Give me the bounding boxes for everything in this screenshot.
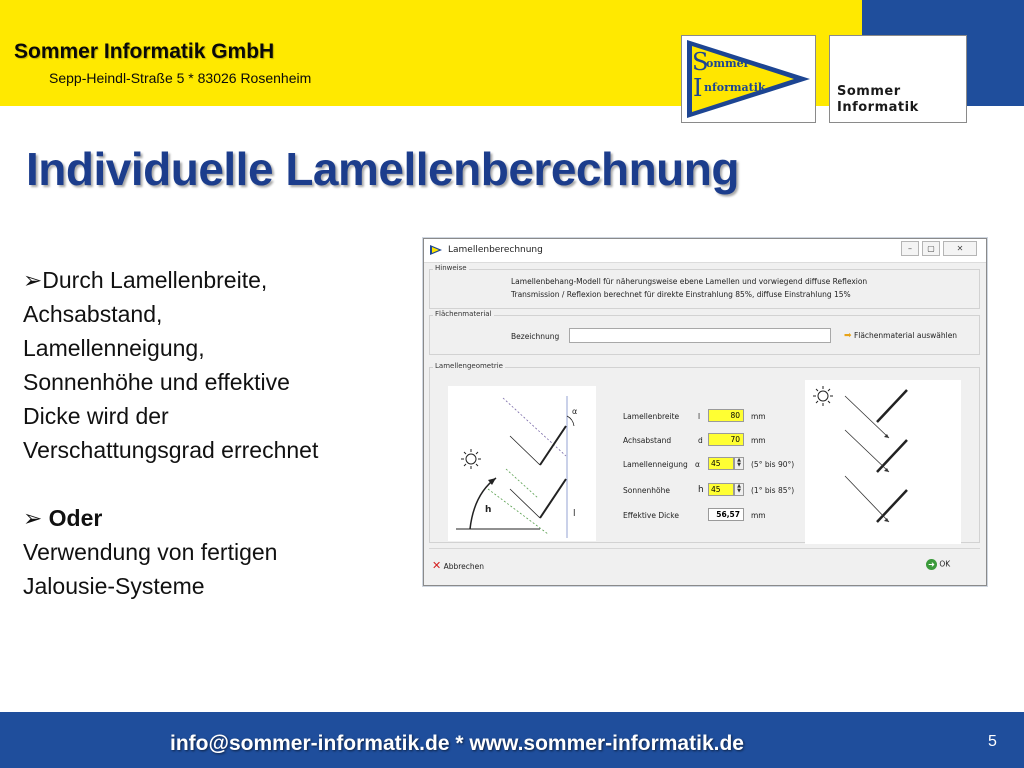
sun-icon-left xyxy=(466,454,476,464)
logo-text-nformatik: nformatik xyxy=(704,81,766,94)
bezeichnung-label: Bezeichnung xyxy=(511,332,560,341)
logo-wordmark-line1: Sommer xyxy=(837,84,901,99)
row-unit-lamellenbreite: mm xyxy=(751,412,766,421)
row-unit-lamellenneigung: (5° bis 90°) xyxy=(751,460,795,469)
flaechenmaterial-select-label: Flächenmaterial auswählen xyxy=(853,331,958,340)
lamellenneigung-input[interactable]: 45 xyxy=(708,457,734,470)
pennant-logo-graphic xyxy=(682,36,815,122)
row-unit-sonnenhoehe: (1° bis 85°) xyxy=(751,486,795,495)
sun-icon-right xyxy=(818,391,828,401)
bullet-heading-oder: Oder xyxy=(48,505,103,531)
page-number: 5 xyxy=(988,733,997,750)
lamellenneigung-spinner[interactable]: ▲ ▼ xyxy=(734,457,744,470)
hinweise-label: Hinweise xyxy=(435,264,467,272)
hinweis-line-2: Transmission / Reflexion berechnet für direkte Einstrahlung 85%, diffuse Einstrahlung 15% xyxy=(511,290,851,299)
lamellengeometrie-label: Lamellengeometrie xyxy=(435,362,503,370)
arrow-right-icon: ➡ xyxy=(844,331,852,341)
ok-button[interactable] xyxy=(926,559,950,570)
bullet-line: Achsabstand, xyxy=(23,301,163,327)
diagram-label-alpha: α xyxy=(572,407,578,416)
sonnenhoehe-input[interactable]: 45 xyxy=(708,483,734,496)
row-symbol-achsabstand: d xyxy=(698,436,703,445)
row-label-lamellenneigung: Lamellenneigung xyxy=(623,460,688,469)
bullet-item-2 xyxy=(23,501,398,603)
bullet-spacer xyxy=(23,467,398,501)
close-button[interactable]: ✕ xyxy=(943,241,977,256)
maximize-button[interactable]: ▢ xyxy=(922,241,940,256)
abbrechen-label: Abbrechen xyxy=(443,562,485,571)
sommer-informatik-pennant-logo xyxy=(681,35,816,123)
row-symbol-lamellenbreite: l xyxy=(698,412,701,421)
bullet-line xyxy=(23,263,398,297)
row-symbol-lamellenneigung: α xyxy=(695,460,700,469)
ok-check-icon: ➜ xyxy=(926,559,937,570)
bullet-text: Durch Lamellenbreite, xyxy=(42,267,268,293)
abbrechen-button[interactable] xyxy=(432,559,484,572)
bullet-line xyxy=(23,501,398,535)
row-unit-effektive-dicke: mm xyxy=(751,511,766,520)
sonnenhoehe-spinner[interactable]: ▲ ▼ xyxy=(734,483,744,496)
sommer-informatik-text-logo xyxy=(829,35,967,123)
achsabstand-input[interactable]: 70 xyxy=(708,433,744,446)
dialog-separator xyxy=(429,548,980,549)
hinweis-line-1: Lamellenbehang-Modell für näherungsweise ebene Lamellen und vorwiegend diffuse Reflexion xyxy=(511,277,868,286)
geometry-diagram-graphic xyxy=(448,386,596,541)
row-symbol-sonnenhoehe: h xyxy=(698,485,704,495)
dialog-titlebar[interactable] xyxy=(424,239,986,263)
minimize-button[interactable]: – xyxy=(901,241,919,256)
bullet-item-1 xyxy=(23,263,398,467)
row-label-lamellenbreite: Lamellenbreite xyxy=(623,412,680,421)
footer-contact: info@sommer-informatik.de * www.sommer-informatik.de xyxy=(170,732,744,755)
shading-diagram xyxy=(805,380,961,544)
flaechenmaterial-select-button[interactable] xyxy=(844,331,957,341)
logo-wordmark xyxy=(837,84,919,116)
effektive-dicke-value: 56,57 xyxy=(708,508,744,521)
bullet-line: Dicke wird der xyxy=(23,403,169,429)
row-label-effektive-dicke: Effektive Dicke xyxy=(623,511,679,520)
bullet-line: Verschattungsgrad errechnet xyxy=(23,437,319,463)
logo-letter-i: I xyxy=(693,74,703,102)
arrow-bullet-icon: ➢ xyxy=(23,267,43,293)
hinweise-group xyxy=(429,269,980,309)
lamellenbreite-input[interactable]: 80 xyxy=(708,409,744,422)
arrow-bullet-icon: ➢ xyxy=(23,505,43,531)
ok-label: OK xyxy=(939,559,951,569)
row-label-achsabstand: Achsabstand xyxy=(623,436,672,445)
row-label-sonnenhoehe: Sonnenhöhe xyxy=(623,486,670,495)
bullet-line: Verwendung von fertigen xyxy=(23,539,278,565)
logo-wordmark-line2: Informatik xyxy=(837,100,919,115)
footer-band xyxy=(0,712,1024,768)
flaechenmaterial-label: Flächenmaterial xyxy=(435,310,492,318)
bullet-line: Lamellenneigung, xyxy=(23,335,205,361)
lamellenberechnung-dialog xyxy=(423,238,987,586)
geometry-diagram xyxy=(448,386,596,541)
row-unit-achsabstand: mm xyxy=(751,436,766,445)
logo-letter-s: S xyxy=(692,48,709,76)
company-name: Sommer Informatik GmbH xyxy=(14,40,275,63)
company-address: Sepp-Heindl-Straße 5 * 83026 Rosenheim xyxy=(49,70,312,86)
bullet-line: Jalousie-Systeme xyxy=(23,573,205,599)
app-icon xyxy=(430,245,442,255)
bullet-line: Sonnenhöhe und effektive xyxy=(23,369,290,395)
dialog-title: Lamellenberechnung xyxy=(448,245,543,255)
bezeichnung-input[interactable] xyxy=(569,328,831,343)
shading-diagram-graphic xyxy=(805,380,961,544)
logo-text-ommer: ommer xyxy=(706,57,750,70)
slide-title: Individuelle Lamellenberechnung xyxy=(26,143,739,195)
diagram-label-h: h xyxy=(485,505,492,515)
diagram-label-l: l xyxy=(573,509,576,519)
bullet-list xyxy=(23,263,398,603)
cancel-x-icon: ✕ xyxy=(432,559,442,572)
